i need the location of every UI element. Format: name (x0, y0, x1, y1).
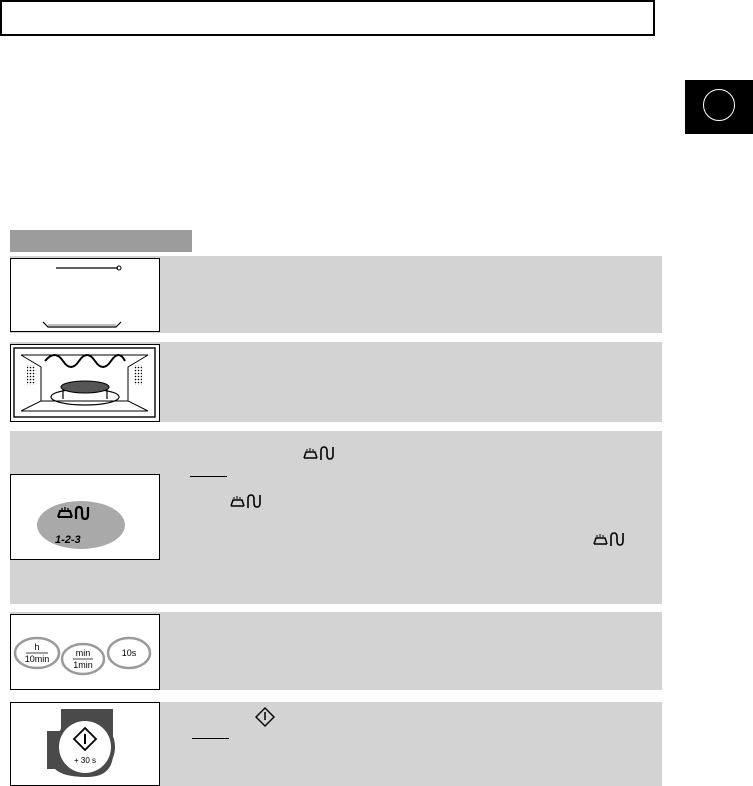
step-row-time-set (10, 612, 662, 690)
ten-second-label: 10s (121, 648, 137, 658)
hour-label: h (34, 642, 40, 652)
grill-combi-icon (302, 445, 338, 461)
note-underline (190, 476, 227, 477)
step-row-rack (10, 256, 662, 333)
start-diamond-icon (254, 706, 276, 728)
start-plus-30s-label: + 30 s (73, 756, 97, 765)
hour-button[interactable] (15, 638, 59, 668)
grill-button-panel (10, 474, 160, 560)
language-circle-icon (703, 89, 735, 121)
start-button-panel (10, 702, 160, 786)
oven-interior-illustration (10, 344, 160, 422)
minute-label: min (75, 648, 91, 658)
one-minute-label: 1min (73, 660, 93, 670)
ten-minute-label: 10min (24, 654, 50, 664)
time-buttons-panel (10, 614, 160, 690)
note-underline (192, 738, 229, 739)
minute-button[interactable] (62, 644, 104, 674)
grill-combi-icon (229, 493, 265, 509)
rack-illustration (10, 258, 160, 332)
step-row-oven (10, 342, 662, 422)
grill-combi-icon (592, 531, 628, 547)
language-tab (685, 80, 753, 134)
section-header-bar (10, 230, 192, 252)
grill-level-label: 1-2-3 (55, 534, 81, 546)
step-row-start (10, 702, 662, 786)
step-row-grill-mode (10, 431, 662, 604)
ten-second-button[interactable] (108, 638, 150, 668)
page-title-box (0, 0, 655, 36)
